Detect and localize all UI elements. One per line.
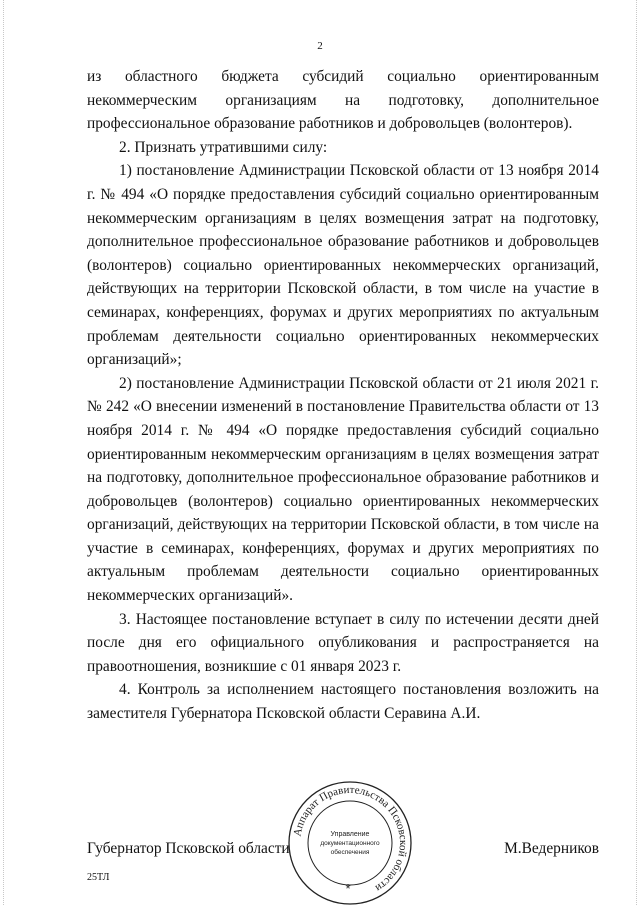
official-seal-stamp xyxy=(285,780,415,906)
seal-inner-text-2: документационного xyxy=(320,840,380,847)
page-number: 2 xyxy=(317,40,323,52)
paragraph-item-2: 2. Признать утратившими силу: xyxy=(119,138,328,156)
paragraph-subitem-2: 2) постановление Администрации Псковской области от 21 июля 2021 г. № 242 «О внесении изменений в постановление Правительства области от 13 ноября 2014 г. № 494 «О порядке предоставления субсидий социально ориентированным некоммерческим организациям в целях возмещения затрат на подготовку, дополнительное профессиональное образование работников и добровольцев (волонтеров) социально ориентированных некоммерческих организаций, действующих на территории Псковской области, в том числе на участие в семинарах, конференциях, форумах и других мероприятиях по актуальным проблемам деятельности социально ориентированных некоммерческих организаций». xyxy=(87,374,599,605)
paragraph-continuation: из областного бюджета субсидий социально ориентированным некоммерческим организациям на подготовку, дополнительное профессиональное образование работников и добровольцев (волонтеров). xyxy=(87,68,599,133)
footer-code: 25ТЛ xyxy=(87,872,110,883)
seal-outer-text: Аппарат Правительства Псковской области xyxy=(291,783,410,895)
signatory-name: М.Ведерников xyxy=(504,840,599,857)
seal-inner-text-1: Управление xyxy=(330,831,370,838)
paragraph-subitem-1: 1) постановление Администрации Псковской области от 13 ноября 2014 г. № 494 «О порядке предоставления субсидий социально ориентированным некоммерческим организациям в целях возмещения затрат на подготовку, дополнительное профессиональное образование работников и добровольцев (волонтеров) социально ориентированных некоммерческих организаций, действующих на территории Псковской области, в том числе на участие в семинарах, конференциях, форумах и других мероприятиях по актуальным проблемам деятельности социально ориентированных некоммерческих организаций»; xyxy=(87,162,599,369)
scan-edge-left xyxy=(3,0,4,905)
seal-inner-text-3: обеспечения xyxy=(330,849,370,856)
paragraph-item-3: 3. Настоящее постановление вступает в силу по истечении десяти дней после дня его официального опубликования и распространяется на правоотношения, возникшие с 01 января 2023 г. xyxy=(87,610,599,675)
scan-edge-right xyxy=(636,0,637,905)
seal-star-icon: * xyxy=(345,881,351,896)
document-body xyxy=(87,65,599,726)
paragraph-item-4: 4. Контроль за исполнением настоящего постановления возложить на заместителя Губернатора Псковской области Серавина А.И. xyxy=(87,681,599,723)
signatory-position: Губернатор Псковской области xyxy=(87,840,290,857)
